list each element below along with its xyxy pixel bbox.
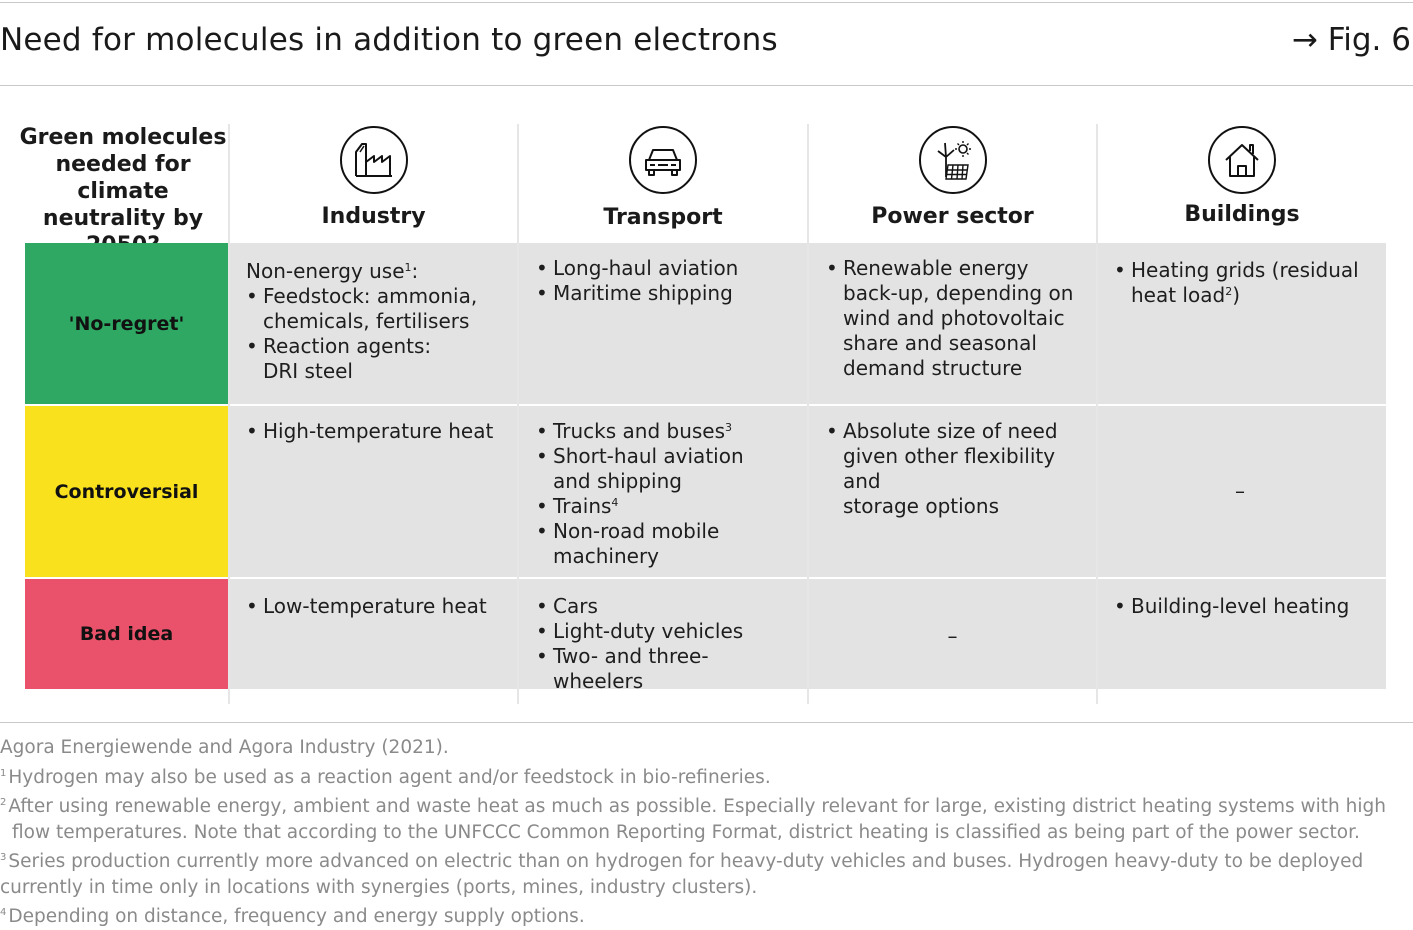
question-header: Green molecules needed for climate neutrality by <box>19 125 227 231</box>
column-label: Transport <box>603 205 723 230</box>
list-item: • Cars <box>536 594 797 619</box>
cell-bad-idea-power <box>809 579 1096 689</box>
list-item: • Short-haul aviation and shipping <box>536 444 797 494</box>
wind-solar-icon <box>919 126 987 194</box>
list-item: • Absolute size of need given other flexibility and storage options <box>826 419 1086 519</box>
factory-icon <box>340 126 408 194</box>
column-label: Buildings <box>1184 202 1300 227</box>
list-item: • Non-road mobile machinery <box>536 519 797 569</box>
list-item: • Reaction agents: DRI steel <box>246 334 507 384</box>
cell-bad-idea-buildings <box>1098 579 1386 689</box>
column-label: Power sector <box>871 204 1034 229</box>
cell-no-regret-buildings <box>1098 243 1386 404</box>
column-header-transport <box>519 126 807 230</box>
cell-bad-idea-transport <box>519 579 807 693</box>
cell-controversial-transport <box>519 406 807 577</box>
cell-controversial-buildings <box>1098 406 1386 577</box>
list-item: • Heating grids (residual heat load$^2$) <box>1114 258 1376 308</box>
cell-no-regret-power <box>809 243 1096 404</box>
footnote-2: $^2$ After using renewable energy, ambient and waste heat as much as possible. Especially relevant for large, existing district heating systems with high flow temperatures. Note that according to the UNFCCC Common Reporting Format, district heating is classified as being part of the power sector. <box>0 796 1386 843</box>
list-item: • Light-duty vehicles <box>536 619 797 644</box>
empty-dash: – <box>947 623 958 648</box>
top-rule <box>0 2 1413 3</box>
row-label-no-regret: 'No-regret' <box>25 243 228 404</box>
list-item: • Feedstock: ammonia, chemicals, fertilisers <box>246 284 507 334</box>
list-item: • Trains$^4$ <box>536 494 797 519</box>
car-icon <box>629 126 697 194</box>
row-label-controversial: Controversial <box>25 406 228 577</box>
column-label: Industry <box>321 204 426 229</box>
footnote-4: $^4$ Depending on distance, frequency and energy supply options. <box>0 906 585 927</box>
cell-lead: Non-energy use$^1$: <box>246 259 419 283</box>
row-label-bad-idea: Bad idea <box>25 579 228 689</box>
footnote-3: $^3$ Series production currently more advanced on electric than on hydrogen for heavy-duty vehicles and buses. Hydrogen heavy-duty to be deployed currently in time only in locations with synergies (ports, mines, industry clusters). <box>0 851 1364 898</box>
cell-no-regret-industry <box>230 243 517 404</box>
figure-reference: → Fig. 6 <box>1291 22 1411 58</box>
cell-bad-idea-industry <box>230 579 517 689</box>
list-item: • Low-temperature heat <box>246 594 507 619</box>
list-item: • Two- and three-wheelers <box>536 644 797 694</box>
page-title: Need for molecules in addition to green electrons <box>0 22 778 58</box>
footnote-1: $^1$ Hydrogen may also be used as a reaction agent and/or feedstock in bio-refineries. <box>0 766 771 788</box>
list-item: • Trucks and buses$^3$ <box>536 419 797 444</box>
list-item: • Building-level heating <box>1114 594 1376 619</box>
title-rule <box>0 85 1413 86</box>
house-icon <box>1208 126 1276 194</box>
footer-rule <box>0 722 1413 723</box>
source-note: Agora Energiewende and Agora Industry (2021). <box>0 737 449 758</box>
cell-no-regret-transport <box>519 243 807 404</box>
column-header-buildings <box>1098 126 1386 227</box>
list-item: • High-temperature heat <box>246 419 507 444</box>
list-item: • Renewable energy back-up, depending on wind and photovoltaic share and seasonal demand structure <box>826 256 1086 381</box>
column-header-power-sector <box>809 126 1096 229</box>
list-item: • Long-haul aviation <box>536 256 797 281</box>
empty-dash: – <box>1235 479 1245 503</box>
column-header-industry <box>230 126 517 229</box>
list-item: • Maritime shipping <box>536 281 797 306</box>
footnotes <box>0 735 1413 930</box>
cell-controversial-industry <box>230 406 517 577</box>
cell-controversial-power <box>809 406 1096 577</box>
